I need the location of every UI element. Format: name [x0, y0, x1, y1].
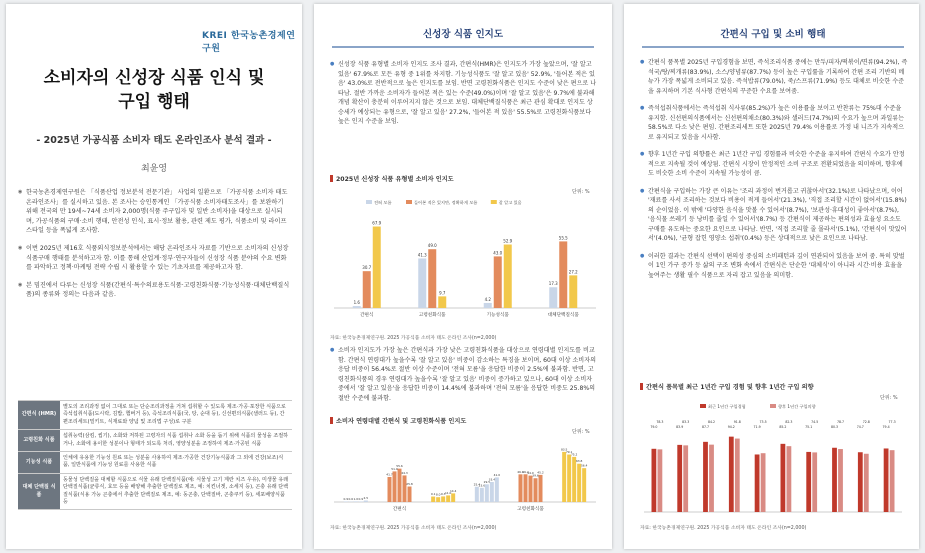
bar [436, 497, 440, 502]
bar [529, 476, 533, 502]
definition-desc: 인체에 유용한 기능성 원료 또는 성분을 사용하여 제조·가공한 건강기능식품과 그 외에 건강(보조)식품, 일반식품에 기능성 원료를 사용한 식품 [60, 452, 292, 474]
data-label: 9.7 [439, 290, 446, 296]
data-label: 0.6 [348, 497, 354, 502]
legend-label: 최근 1년간 구입경험 [708, 404, 746, 409]
definition-row [18, 430, 292, 452]
bar [408, 487, 412, 502]
data-label: 55.5 [558, 235, 568, 241]
bar [504, 245, 512, 308]
data-label: 33.4 [488, 477, 496, 482]
data-label: 49.0 [427, 243, 437, 249]
definition-row [18, 473, 292, 510]
page-subtitle: - 2025년 가공식품 소비자 태도 온라인조사 분석 결과 - [36, 135, 272, 146]
bar [484, 303, 492, 308]
data-label: 85.2 [779, 425, 787, 429]
bar [418, 258, 426, 308]
section-title-purchase: 간편식 구입 및 소비 행태 [642, 26, 904, 48]
data-label: 41.7 [386, 472, 393, 477]
bar [781, 444, 786, 512]
bar [652, 449, 657, 512]
purchase-text [640, 58, 908, 288]
data-label: 0.9 [343, 496, 349, 501]
data-label: 2.5 [363, 496, 369, 500]
purchase-paragraph-4: ● 간편식을 구입하는 가장 큰 이유는 '조리 과정이 번거롭고 귀찮아서'(32.1%)로 나타났으며, 이어 '재료를 사서 조리하는 것보다 비용이 적게 들어서'(21.3%), '직접 조리할 시간이 없어서'(15.8%)의 순이었음. 이 밖에 '다양한 음식을 맛볼 수 있어서'(8.7%), '보관성·휴대성이 좋아서'(8.7%), '음식물 쓰레기 등 낭비를 줄일 수 있어서'(8.7%) 등 간편식이 제공하는 편의성과 효율성 요소도 구매를 유도하는 중요한 요인으로 나타남. 반면, '직접 조리할 줄 몰라서'(5.1%), '간편식이 맛있어서'(4.0%), '균형 잡힌 영양소 섭취'(0.4%) 등은 상대적으로 낮은 요인으로 나타남. [640, 187, 908, 244]
bar [806, 452, 811, 512]
data-label: 41.3 [417, 252, 427, 258]
bar [451, 493, 455, 502]
data-label: 73.5 [759, 420, 767, 424]
data-label: 82.3 [785, 420, 793, 424]
fig2-unit: 단위: % [572, 429, 590, 435]
data-label: 27.2 [568, 269, 578, 275]
section-title-awareness: 신성장 식품 인지도 [332, 26, 594, 48]
data-label: 79.0 [650, 425, 658, 429]
bar [735, 439, 740, 512]
purchase-paragraph-3: ● 향후 1년간 구입 의향률은 최근 1년간 구입 경험률과 비슷한 수준을 유지하여 간편식 수요가 안정적으로 지속될 것이 예상됨. 간편식 시장이 안정적인 소비 구조로 전환되었음을 의미하며, 향후에도 비슷한 소비 수준이 지속될 가능성이 큼. [640, 150, 908, 179]
category-label: 기능성식품 [486, 313, 509, 318]
data-label: 80.3 [830, 425, 839, 429]
bar [569, 275, 577, 308]
bar [364, 501, 368, 503]
bar [787, 446, 792, 512]
data-label: 78.3 [656, 420, 664, 424]
author-name: 최윤영 [140, 164, 168, 174]
data-label: 0.9 [358, 496, 364, 501]
bar [677, 445, 682, 512]
data-label: 71.9 [753, 425, 761, 429]
data-label: 72.8 [862, 420, 870, 424]
bar [438, 296, 446, 308]
data-label: 4.2 [484, 296, 491, 302]
purchase-paragraph-1: ● 간편식 품목별 2025년 구입경험을 보면, 즉석조리식품 중에는 만두/피자/떡볶이/면류(94.2%), 즉석국/탕/찌개류(83.9%), 소스/양념류(87.7%) 등이 높은 구입률을 기록하여 간편 조리 기반의 메뉴가 가장 폭넓게 소비되고 있음. 즉석밥류(79.0%), 죽/스프류(71.9%) 등도 대체로 비슷한 수준을 유지하며 기본 식사형 간편식의 꾸준한 수요를 보여줌. [640, 58, 908, 96]
data-label: 30.7 [362, 265, 372, 271]
data-label: 25.8 [406, 482, 413, 487]
data-label: 91.8 [733, 420, 741, 424]
definition-row [18, 452, 292, 474]
data-label: 8.0 [435, 492, 441, 497]
bar [431, 497, 435, 502]
page-cover [6, 4, 302, 549]
bar [344, 501, 348, 502]
category-label: 고령친화식품 [418, 313, 446, 318]
data-label: 94.2 [727, 425, 735, 429]
bar [475, 487, 479, 502]
data-label: 9.3 [440, 491, 446, 496]
legend-label: 들어본 적은 있지만, 정확하게 모름 [414, 200, 478, 205]
bar [428, 249, 436, 308]
data-label: 83.9 [676, 425, 684, 429]
bar [683, 445, 688, 512]
data-label: 83.5 [560, 447, 568, 452]
data-label: 9.1 [430, 492, 436, 497]
data-label: 11.0 [444, 490, 452, 495]
data-label: 46.1 [517, 469, 524, 474]
data-label: 44.0 [527, 471, 534, 476]
data-label: 51.0 [391, 466, 398, 471]
intro-paragraph-2: ◉ 이번 2025년 제16호 식품외식정보분석에서는 해당 온라인조사 자료를 기반으로 소비자의 신성장 식품구매 행태를 분석하고자 함. 이를 통해 산업계·정부·연구자들이 신성장 식품 분야의 수요 변화를 파악하고 정책·마케팅 전략 수립 시 활용할 수 있는 기초자료를 제공하고자 함. [18, 244, 290, 273]
page-purchase [624, 4, 919, 549]
bar [373, 227, 381, 308]
data-label: 29.5 [483, 479, 491, 484]
legend-label: 향후 1년간 구입의향 [778, 404, 816, 409]
bar [832, 448, 837, 512]
chart-awareness-by-age [330, 436, 600, 518]
data-label: 75.2 [570, 452, 578, 457]
definition-table [18, 400, 292, 510]
data-label: 52.9 [503, 238, 513, 244]
group-label: 간편식 [392, 507, 407, 512]
bar [480, 488, 484, 502]
bar [485, 484, 489, 502]
data-label: 44.3 [401, 470, 408, 475]
category-label: 대체단백질식품 [547, 313, 579, 318]
intro-paragraph-3: ◉ 본 밈진에서 다루는 신성장 식품(간편식·특수의료용도식품·고령친화식품·기능성식품·대체단백질식품)의 종류와 정의는 다음과 같음. [18, 281, 290, 300]
definition-desc: 동물성 단백질을 대체할 식품으로 식물 유래 단백질식품(예: 식물성 고기 계란 치즈 우유), 미생물 유래 단백질식품(균류식, 효모 등을 배양해 추출한 단백질로 제조, 예: 치킨너겟, 소세지 등), 곤충 유래 단백질식품(식용 가능 곤충에서 추출한 단백질로 제조, 예: 동곤충, 단백질바, 곤충쿠키 등), 세포배양식품 등 [60, 473, 292, 510]
bar [812, 452, 817, 512]
bar [755, 454, 760, 512]
fig2-title: 소비자 연령대별 간편식 및 고령친화식품 인지도 [330, 416, 466, 425]
bar [403, 475, 407, 502]
data-label: 77.3 [888, 420, 896, 424]
chart-hmr-purchase [640, 402, 906, 520]
data-label: 79.4 [882, 425, 890, 429]
legend-swatch [491, 200, 497, 204]
krei-logo: KREI 한국농촌경제연구원 [202, 31, 296, 54]
bar [393, 471, 397, 502]
bar [494, 256, 502, 308]
definition-desc: 섭취능력(삼킴, 씹기), 소화와 저하된 고령자의 식품 섭취나 소화 등을 돕기 위해 식품의 물성을 조절하거나, 소화에 용이한 성분이나 형태가 되도록 처리, 영양성분을 조정하여 제조·가공된 식품 [60, 430, 292, 452]
definition-desc: 별도의 조리과정 없이 그대로 또는 단순조리과정을 거쳐 섭취할 수 있도록 제조·가공·포장한 식품으로 즉석섭취식품(도시락, 김밥, 햄버거 등), 즉석조리식품(국, 탕, 순대 등), 신선편의식품(샐러드 등), 간편조리세트(밀키트, 식재료와 양념 및 조리법 구성)로 구분 [60, 401, 292, 430]
bar [572, 457, 576, 502]
bar [534, 478, 538, 502]
legend-swatch [406, 200, 412, 204]
definition-row [18, 401, 292, 430]
bar [363, 271, 371, 308]
bar [729, 437, 734, 512]
awareness-text-2 [330, 346, 598, 411]
data-label: 84.2 [707, 420, 716, 424]
bar [549, 287, 557, 308]
title-line-1: 소비자의 신성장 식품 인식 및 [43, 68, 265, 88]
data-label: 75.1 [805, 425, 813, 429]
bar [388, 477, 392, 502]
definition-name: 기능성 식품 [18, 452, 60, 474]
fig3-title: 간편식 품목별 최근 1년간 구입 경험 및 향후 1년간 구입 의향 [640, 382, 814, 391]
fig1-unit: 단위: % [572, 189, 590, 195]
bar [577, 464, 581, 502]
chart-awareness-by-type [330, 196, 600, 328]
fig1-source: 자료: 한국농촌경제연구원. 2025 가공식품 소비자 태도 온라인 조사(n=2,000) [330, 336, 497, 341]
awareness-text-1 [330, 60, 598, 135]
bar [441, 496, 445, 502]
title-line-2: 구입 행태 [118, 92, 190, 112]
data-label: 17.3 [548, 281, 558, 287]
purchase-paragraph-2: ● 즉석섭취식품에서는 즉석섭취 식사류(85.2%)가 높은 이용률을 보이고 반찬류는 75%대 수준을 유지함. 신선편의식품에서는 신선편의채소(80.3%)와 샐러드(74.7%)의 수요가 높으며 과일류는 58.5%로 다소 낮은 편임. 간편조리세트 또한 2025년 79.4% 이용률로 가정 내 니즈가 지속적으로 유지되고 있음을 시사함. [640, 104, 908, 142]
purchase-paragraph-5: ● 이러한 결과는 간편식 선택이 편의성 중심의 소비패턴과 깊이 연관되어 있음을 보여 줌. 특히 맞벌이 1인 가구 증가 등 삶의 구조 변화 속에서 간편식은 단순한 '대체식'이 아니라 시간·비용 효율을 높여주는 생활 필수 식품으로 자리 잡고 있음을 의미함. [640, 252, 908, 281]
data-label: 67.9 [372, 220, 382, 226]
bar [703, 442, 708, 512]
data-label: 74.7 [856, 425, 864, 429]
page-title [6, 66, 302, 114]
intro-text [18, 188, 290, 308]
data-label: 46.2 [522, 469, 529, 474]
bar [524, 474, 528, 502]
legend-swatch [700, 404, 706, 408]
data-label: 39.6 [532, 473, 539, 478]
bar [884, 448, 889, 512]
bar [446, 495, 450, 502]
bar [539, 475, 543, 502]
data-label: 83.3 [682, 420, 690, 424]
data-label: 55.6 [396, 464, 403, 469]
bar [562, 452, 566, 502]
legend-swatch [770, 404, 776, 408]
bar [864, 454, 869, 512]
bar [658, 449, 663, 512]
bar [890, 450, 895, 512]
fig2-source: 자료: 한국농촌경제연구원. 2025 가공식품 소비자 태도 온라인 조사(n=2,000) [330, 526, 497, 531]
data-label: 45.2 [537, 470, 544, 475]
definition-name: 고령친화 식품 [18, 430, 60, 452]
bar [359, 501, 363, 502]
bar [354, 501, 358, 502]
bar [353, 306, 361, 308]
legend-swatch [366, 200, 372, 204]
data-label: 1.0 [353, 496, 359, 501]
fig3-unit: 단위: % [880, 395, 898, 401]
data-label: 43.0 [493, 250, 503, 256]
definition-name: 대체 단백질 식품 [18, 473, 60, 510]
bar [838, 449, 843, 512]
bar [582, 468, 586, 502]
legend-label: 전혀 모름 [374, 200, 392, 205]
bar [567, 455, 571, 502]
bar [490, 482, 494, 502]
group-label: 고령친화식품 [517, 507, 544, 512]
bar [858, 452, 863, 512]
fig3-source: 자료: 한국농촌경제연구원. 2025 가공식품 소비자 태도 온라인 조사(n=2,000) [640, 526, 807, 531]
data-label: 14.4 [449, 488, 457, 493]
data-label: 41.0 [493, 472, 501, 477]
data-label: 23.6 [478, 483, 486, 488]
bar [761, 453, 766, 512]
page-awareness [314, 4, 612, 549]
category-label: 간편식 [360, 313, 374, 318]
awareness-paragraph-2: ● 소비자 인지도가 가장 높은 간편식과 가장 낮은 고령친화식품을 대상으로 연령대별 인지도를 비교함. 간편식 연령대가 높을수록 '잘 알고 있음' 비중이 감소하는 특징을 보이며, 60대 이상 소비자의 응답 비중이 56.4%로 절반 이상 수준이며 '전혀 모름'을 응답한 비중이 2.5%에 불과함. 반면, 고령친화식품의 경우 연령대가 높을수록 '잘 알고 있음' 비중이 증가하고 있으나, 60대 이상 소비자 중에서 '잘 알고 있음'을 응답한 비중이 14.4%에 불과하며 '전혀 모름'을 응답한 비중도 25.8%의 절반 수준에 불과함. [330, 346, 598, 403]
legend-label: 잘 알고 있음 [498, 200, 522, 205]
definition-name: 간편식 (HMR) [18, 401, 60, 430]
fig1-title: 2025년 신성장 식품 유형별 소비자 인지도 [330, 174, 454, 183]
bar [709, 445, 714, 512]
data-label: 78.7 [836, 420, 845, 424]
awareness-paragraph-1: ● 신성장 식품 유형별 소비자 인지도 조사 결과, 간편식(HMR)은 인지도가 가장 높았으며, '잘 알고 있음' 67.9%로 모든 유형 중 1위를 차지함. 기능성식품도 '잘 알고 있음' 52.9%, '들어본 적은 있음' 43.0%로 전반적으로 높은 인지도를 보임. 반면 고령친화식품은 인지도 수준이 낮은 편으로 나타남. 절반 가까운 소비자가 들어본 적은 있는 수준(49.0%)이며 '잘 알고 있음'은 9.7%에 불과해 개념 확산이 충분히 이루어지지 않은 것으로 보임. 대체단백질식품은 최근 관심 확대로 인지도 상승세가 예상되는 유형으로, '잘 알고 있음' 27.2%, '들어본 적 있음' 55.5%로 고령친화식품보다 높은 인지 수준을 보임. [330, 60, 598, 127]
data-label: 87.7 [701, 425, 710, 429]
data-label: 1.6 [353, 300, 360, 306]
data-label: 25.4 [473, 482, 481, 487]
bar [559, 241, 567, 308]
data-label: 74.5 [811, 420, 819, 424]
data-label: 56.4 [580, 463, 588, 468]
bar [495, 477, 499, 502]
data-label: 63.8 [575, 459, 583, 464]
data-label: 79.1 [565, 450, 573, 455]
intro-paragraph-1: ◉ 한국농촌경제연구원은 「식품산업 정보분석 전문기관」 사업의 일환으로 「가공식품 소비자 태도 온라인조사」를 실시하고 있음. 본 조사는 승인통계인 「가공식품 소비자태도조사」를 보완하기 위해 전국의 만 19세~74세 소비자 2,000명(식품 주구입자 및 일반 소비자)을 대상으로 실시되며, 가공식품의 구매·소비 행태, 안전성 인식, 표시·정보 활용, 관련 제도 평가, 식품소비 및 라이프 스타일 등을 폭넓게 조사함. [18, 188, 290, 236]
bar [519, 474, 523, 502]
